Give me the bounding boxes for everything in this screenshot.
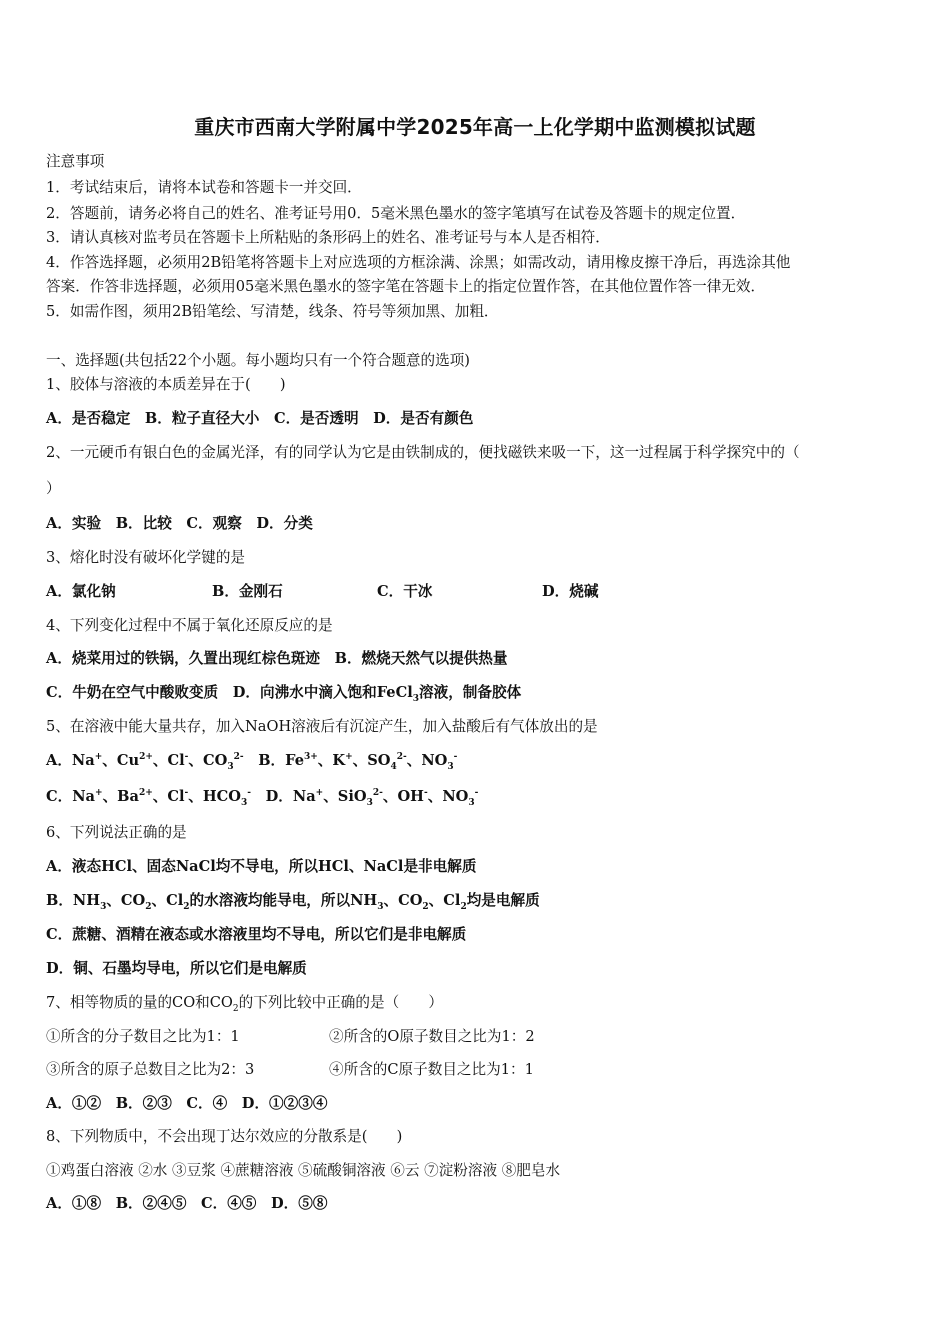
question-7-statement-1: ①所含的分子数目之比为1：1 (46, 1028, 240, 1045)
question-4-options-ab: A．烧菜用过的铁锅，久置出现红棕色斑迹 B．燃烧天然气以提供热量 (46, 650, 508, 667)
question-5-stem: 5、在溶液中能大量共存，加入NaOH溶液后有沉淀产生，加入盐酸后有气体放出的是 (46, 718, 598, 735)
question-1-options: A．是否稳定 B．粒子直径大小 C．是否透明 D．是否有颜色 (46, 410, 474, 427)
question-3-option-c: C．干冰 (377, 583, 433, 600)
question-2-stem: 2、一元硬币有银白色的金属光泽，有的同学认为它是由铁制成的，便找磁铁来吸一下，这一过程属于科学探究中的（ (46, 444, 800, 461)
notice-item: 2．答题前，请务必将自己的姓名、准考证号用0．5毫米黑色墨水的签字笔填写在试卷及答题卡的规定位置． (46, 205, 746, 222)
section-heading: 一、选择题(共包括22个小题。每小题均只有一个符合题意的选项) (46, 352, 470, 369)
question-6-option-a: A．液态HCl、固态NaCl均不导电，所以HCl、NaCl是非电解质 (46, 858, 477, 875)
question-7-options: A．①② B．②③ C．④ D．①②③④ (46, 1095, 328, 1112)
notice-item: 5．如需作图，须用2B铅笔绘、写清楚，线条、符号等须加黑、加粗． (46, 303, 499, 320)
notice-item: 答案．作答非选择题，必须用05毫米黑色墨水的签字笔在答题卡上的指定位置作答，在其他位置作答一律无效． (46, 278, 766, 295)
question-4-stem: 4、下列变化过程中不属于氧化还原反应的是 (46, 617, 333, 634)
question-2-options: A．实验 B．比较 C．观察 D．分类 (46, 515, 313, 532)
question-8-stem: 8、下列物质中，不会出现丁达尔效应的分散系是( ) (46, 1128, 403, 1145)
question-5-options-cd: C．Na+、$Ba^{2+}$、Cl-、$HCO_3^-$ D．Na+、SiO$_3^{2-}$、OH-、$NO_3^-$ (46, 788, 479, 808)
question-4-options-cd: C．牛奶在空气中酸败变质 D．向沸水中滴入饱和FeCl$_3$溶液，制备胶体 (46, 684, 522, 704)
question-3-option-b: B．金刚石 (212, 583, 283, 600)
page-title: 重庆市西南大学附属中学2025年高一上化学期中监测模拟试题 (194, 115, 756, 139)
question-1-stem: 1、胶体与溶液的本质差异在于( ) (46, 376, 286, 393)
question-7-statement-3: ③所含的原子总数目之比为2：3 (46, 1061, 255, 1078)
question-8-list: ①鸡蛋白溶液 ②水 ③豆浆 ④蔗糖溶液 ⑤硫酸铜溶液 ⑥云 ⑦淀粉溶液 ⑧肥皂水 (46, 1162, 561, 1179)
question-6-option-d: D．铜、石墨均导电，所以它们是电解质 (46, 960, 307, 977)
notice-item: 4．作答选择题，必须用2B铅笔将答题卡上对应选项的方框涂满、涂黑；如需改动，请用橡皮擦干净后，再选涂其他 (46, 254, 791, 271)
question-7-stem: 7、相等物质的量的CO和$CO_2$的下列比较中正确的是（ ） (46, 994, 443, 1014)
question-8-options: A．①⑧ B．②④⑤ C．④⑤ D．⑤⑧ (46, 1195, 328, 1212)
notice-item: 1．考试结束后，请将本试卷和答题卡一并交回． (46, 179, 362, 196)
question-3-option-d: D．烧碱 (542, 583, 599, 600)
notice-heading: 注意事项 (46, 153, 105, 170)
question-3-stem: 3、熔化时没有破坏化学键的是 (46, 549, 246, 566)
question-7-statement-4: ④所含的C原子数目之比为1：1 (329, 1061, 534, 1078)
question-6-option-b: B．$NH_3$、$CO_2$、$Cl_2$的水溶液均能导电，所以$NH_3$、$CO_2$、$Cl_2$均是电解质 (46, 892, 540, 912)
question-3-option-a: A．氯化钠 (46, 583, 116, 600)
question-7-statement-2: ②所含的O原子数目之比为1：2 (329, 1028, 535, 1045)
notice-item: 3．请认真核对监考员在答题卡上所粘贴的条形码上的姓名、准考证号与本人是否相符． (46, 229, 610, 246)
question-5-options-ab: A．Na+、$Cu^{2+}$、Cl-、$CO_3^{2-}$ B．$Fe^{3+}$、K+、$SO_4^{2-}$、$NO_3^-$ (46, 752, 458, 772)
question-2-stem-continued: ） (46, 480, 61, 497)
question-6-stem: 6、下列说法正确的是 (46, 824, 187, 841)
question-6-option-c: C．蔗糖、酒精在液态或水溶液里均不导电，所以它们是非电解质 (46, 926, 467, 943)
